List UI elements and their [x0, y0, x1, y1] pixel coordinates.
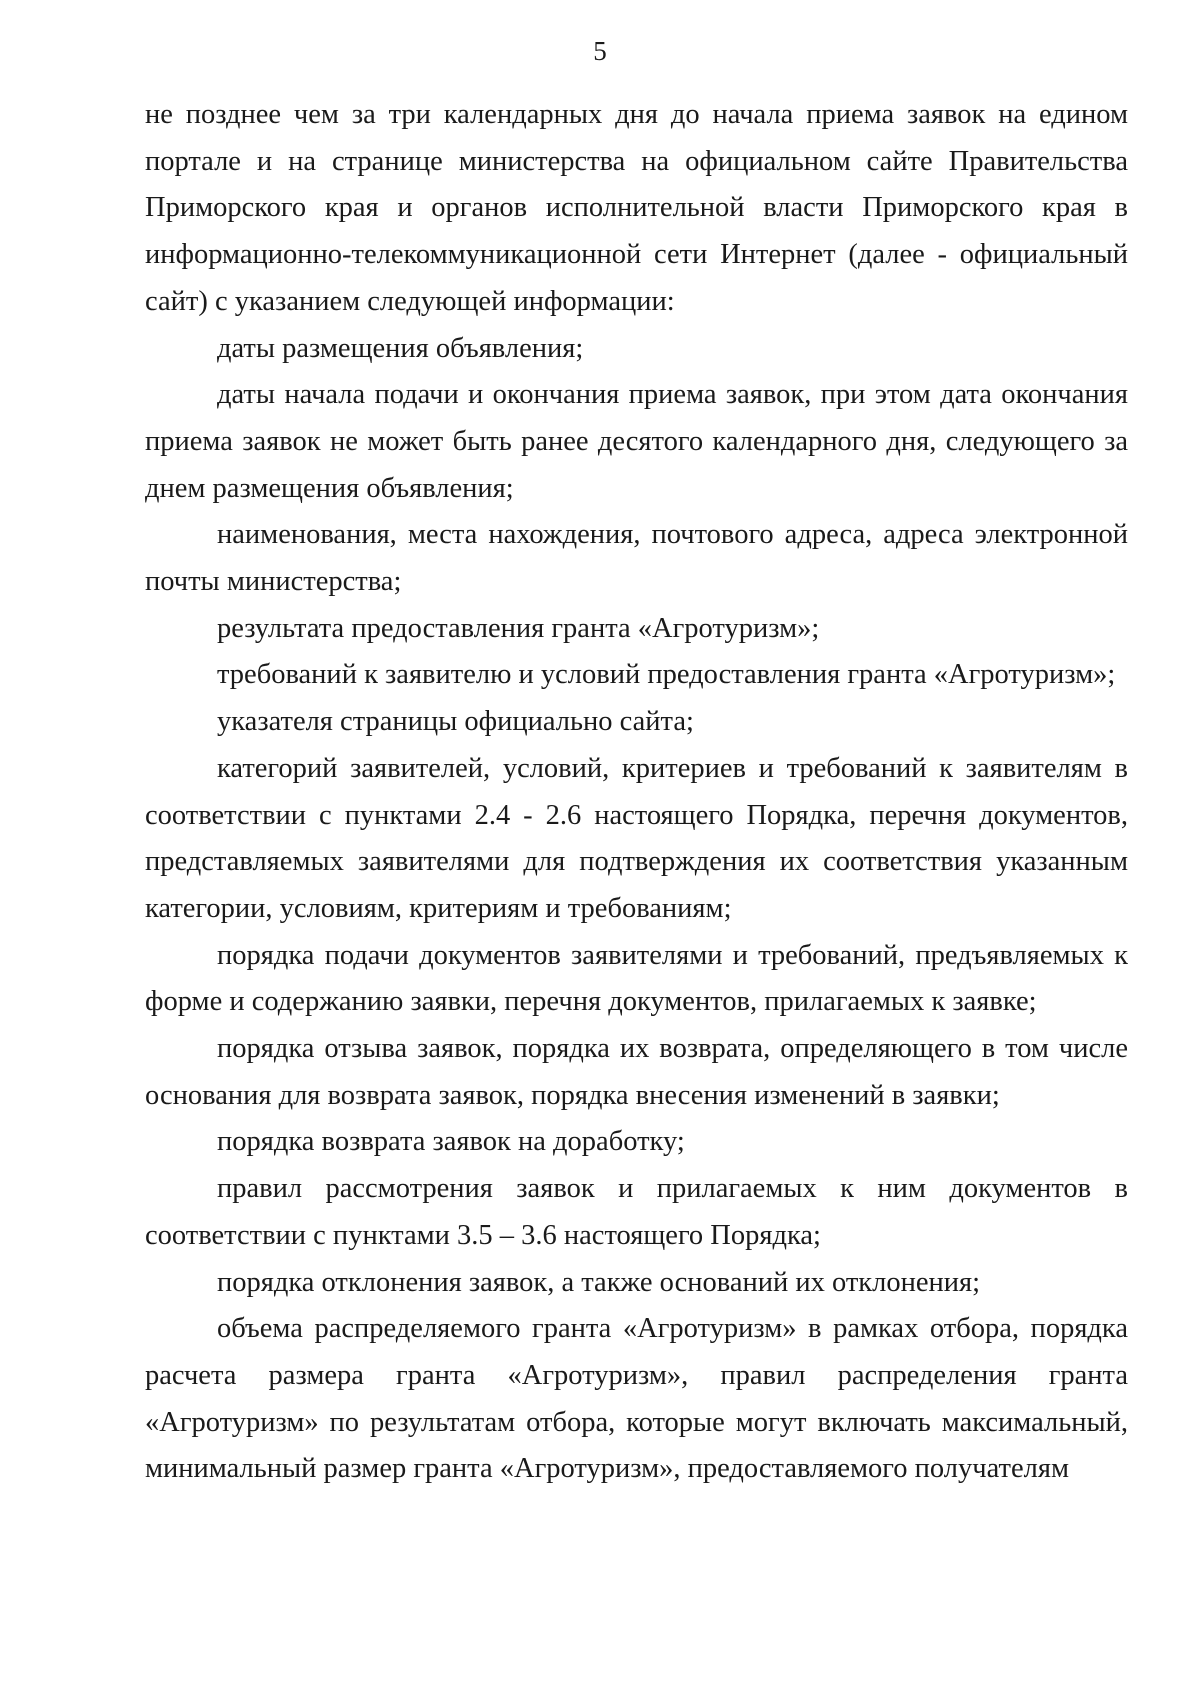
paragraph-list-item: правил рассмотрения заявок и прилагаемых к ним документов в соответствии с пунктами 3.5 – 3.6 настоящего Порядка; — [145, 1173, 1128, 1251]
paragraph-list-item: даты размещения объявления; — [217, 332, 584, 364]
paragraph-list-item: требований к заявителю и условий предоставления гранта «Агротуризм»; — [217, 659, 1116, 691]
paragraph-list-item: даты начала подачи и окончания приема заявок, при этом дата окончания приема заявок не может быть ранее десятого календарного дня, следующего за днем размещения объявления; — [145, 379, 1128, 504]
paragraph-list-item: порядка возврата заявок на доработку; — [217, 1126, 685, 1158]
page-number: 5 — [593, 36, 607, 66]
paragraph-list-item: результата предоставления гранта «Агротуризм»; — [217, 612, 820, 644]
paragraph-list-item: категорий заявителей, условий, критериев и требований к заявителям в соответствии с пунктами 2.4 - 2.6 настоящего Порядка, перечня документов, представляемых заявителями для подтверждения их соответствия указанным категории, условиям, критериям и требованиям; — [145, 752, 1128, 924]
paragraph-list-item: объема распределяемого гранта «Агротуризм» в рамках отбора, порядка расчета размера гранта «Агротуризм», правил распределения гранта «Агротуризм» по результатам отбора, которые могут включать максимальный, минимальный размер гранта «Агротуризм», предоставляемого получателям — [145, 1313, 1128, 1485]
paragraph-list-item: порядка подачи документов заявителями и требований, предъявляемых к форме и содержанию заявки, перечня документов, прилагаемых к заявке; — [145, 939, 1128, 1018]
paragraph-list-item: порядка отклонения заявок, а также оснований их отклонения; — [217, 1266, 981, 1298]
paragraph-intro: не позднее чем за три календарных дня до начала приема заявок на едином портале и на странице министерства на официальном сайте Правительства Приморского края и органов исполнительной власти Приморского края в информационно-телекоммуникационной сети Интернет (далее - официальный сайт) с указанием следующей информации: — [145, 99, 1128, 317]
paragraph-list-item: указателя страницы официально сайта; — [217, 706, 694, 738]
paragraph-list-item: порядка отзыва заявок, порядка их возврата, определяющего в том числе основания для возврата заявок, порядка внесения изменений в заявки; — [145, 1033, 1128, 1111]
document-body — [145, 92, 1128, 1493]
paragraph-list-item: наименования, места нахождения, почтового адреса, адреса электронной почты министерства; — [145, 519, 1128, 598]
